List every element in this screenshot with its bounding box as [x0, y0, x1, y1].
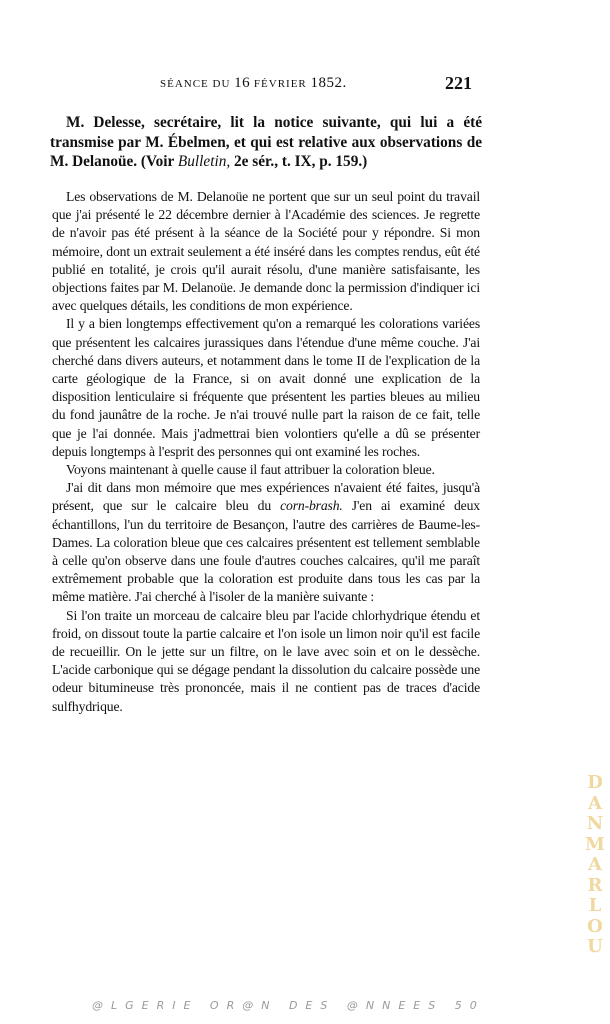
- running-title-day: 16: [234, 75, 251, 91]
- paragraph-4-end: J'en ai examiné deux échantillons, l'un du territoire de Besançon, l'autre des carrières de Baume-les-Dames. La coloration bleue que ces calcaires présentent est tellement semblable à celle qu'on observe dans une foule d'autres couches calcaires, qu'il me paraît extrêmement probable que la coloration est produite dans tous les cas par la même matière. J'ai cherché à l'isoler de la manière suivante :: [52, 498, 480, 605]
- watermark-letter: R: [587, 874, 603, 896]
- watermark-letter: D: [587, 772, 603, 793]
- running-title-prefix: SÉANCE DU: [160, 78, 235, 90]
- paragraph-4: [52, 479, 480, 606]
- paragraph-4-italic: corn-brash.: [280, 498, 343, 514]
- body-text: [52, 188, 480, 716]
- vertical-watermark: [585, 773, 605, 958]
- notice-italic-reference: Bulletin,: [177, 153, 231, 170]
- paragraph-2: Il y a bien longtemps effectivement qu'on a remarqué les colorations variées que présentent les calcaires jurassiques dans l'étendue d'une même couche. J'ai cherché dans divers auteurs, et notamment dans le tome II de l'explication de la carte géologique de la France, si on avait donné une explication de la disposition lenticulaire si fréquente que présentent les parties bleues au milieu du fond jaunâtre de la roche. Je n'ai trouvé nulle part la raison de ce fait, telle que je l'ai donnée. Mais j'admettrai bien volontiers qu'elle a dû se présenter depuis longtemps à l'esprit des personnes qui ont examiné les roches.: [52, 316, 480, 459]
- watermark-letter: A: [588, 854, 602, 875]
- notice-text-start: M. Delesse, secrétaire, lit la notice suivante, qui lui a été transmise par M. Ébelmen, et qui est relative aux observations de M. Delanoüe. (Voir: [50, 114, 482, 170]
- paragraph-4-start: J'ai dit dans mon mémoire que mes expériences n'avaient été faites, jusqu'à présent, que sur le calcaire bleu du: [52, 480, 480, 514]
- footer-watermark: @LGERIE OR@N DES @NNEES 50: [92, 999, 485, 1012]
- watermark-letter: U: [587, 936, 603, 957]
- notice-text-end: 2e sér., t. IX, p. 159.): [230, 153, 368, 170]
- paragraph-5: Si l'on traite un morceau de calcaire bleu par l'acide chlorhydrique étendu et froid, on dissout toute la partie calcaire et l'on isole un limon noir qu'il est facile de recueillir. On le jette sur un filtre, on le lave avec soin et on le dessèche. L'acide carbonique qui se dégage pendant la dissolution du calcaire possède une odeur bitumineuse très prononcée, mais il ne contient pas de traces d'acide sulfhydrique.: [52, 607, 480, 714]
- running-title-month: FÉVRIER: [250, 78, 311, 90]
- running-title: [160, 75, 347, 92]
- running-title-year: 1852.: [310, 75, 347, 91]
- paragraph-3: Voyons maintenant à quelle cause il faut attribuer la coloration bleue.: [66, 462, 435, 478]
- watermark-letter: M: [585, 833, 605, 855]
- notice-paragraph: [50, 113, 482, 172]
- paragraph-1: Les observations de M. Delanoüe ne portent que sur un seul point du travail que j'ai présenté le 22 décembre dernier à l'Académie des sciences. Je regrette de n'avoir pas été présent à la séance de la Société pour y répondre. Si mon mémoire, dont un extrait seulement a été inséré dans les comptes rendus, eût été publié en totalité, je crois qu'il aurait résolu, d'une manière satisfaisante, les objections faites par M. Delanoüe. Je demande donc la permission d'indiquer ici avec quelques détails, les conditions de mon expérience.: [52, 189, 480, 314]
- watermark-letter: O: [587, 915, 603, 937]
- watermark-letter: L: [588, 895, 602, 916]
- running-head: [160, 73, 480, 97]
- watermark-letter: N: [586, 813, 604, 834]
- page-number: 221: [445, 73, 472, 93]
- watermark-letter: A: [588, 792, 602, 814]
